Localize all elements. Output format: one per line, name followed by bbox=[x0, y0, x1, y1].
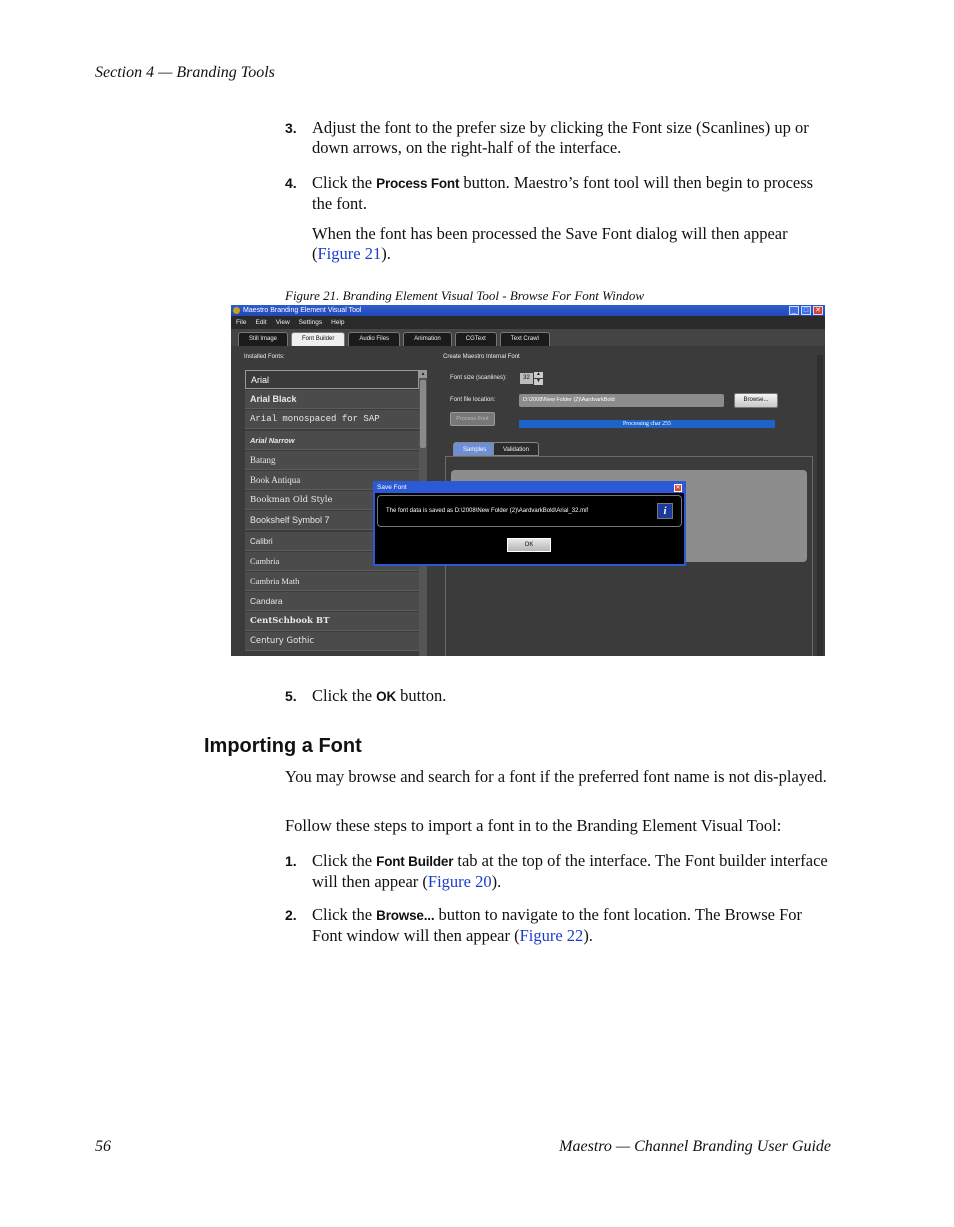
file-location-label: Font file location: bbox=[450, 397, 496, 403]
menu-help[interactable]: Help bbox=[331, 319, 345, 326]
font-size-label: Font size (scanlines): bbox=[450, 375, 507, 381]
dialog-title: Save Font bbox=[375, 483, 684, 493]
spin-down-icon[interactable]: ▼ bbox=[534, 379, 543, 385]
step-4 bbox=[285, 173, 835, 264]
ui-term: Browse... bbox=[376, 908, 435, 923]
section-heading: Importing a Font bbox=[204, 735, 362, 757]
app-screenshot bbox=[231, 305, 825, 656]
info-icon: i bbox=[657, 503, 673, 519]
ok-button[interactable]: OK bbox=[507, 538, 551, 552]
intro-paragraph: You may browse and search for a font if the preferred font name is not dis-played. bbox=[285, 767, 827, 786]
dialog-message: The font data is saved as D:\2008\New Folder (2)\AardvarkBold\Arial_32.mif bbox=[386, 508, 589, 514]
menu-file[interactable]: File bbox=[236, 319, 247, 326]
font-item[interactable]: CentSchbook BT bbox=[245, 612, 419, 631]
step-text: Click the Font Builder tab at the top of the interface. The Font builder interface will then appear (Figure 20). bbox=[312, 851, 828, 891]
step-number: 4. bbox=[285, 175, 297, 191]
tab-text-crawl[interactable]: Text Crawl bbox=[500, 332, 550, 346]
app-title: Maestro Branding Element Visual Tool bbox=[243, 307, 362, 314]
maximize-icon[interactable]: □ bbox=[801, 306, 811, 315]
save-font-dialog bbox=[373, 481, 686, 566]
scroll-up-icon[interactable]: ▲ bbox=[420, 371, 426, 377]
tab-audio-files[interactable]: Audio Files bbox=[348, 332, 400, 346]
step-text: Adjust the font to the prefer size by clicking the Font size (Scanlines) up or down arrows, on the right-half of the interface. bbox=[312, 118, 809, 157]
app-logo-icon bbox=[233, 307, 240, 314]
step-note: When the font has been processed the Save Font dialog will then appear (Figure 21). bbox=[312, 224, 788, 263]
font-item[interactable]: Calibri bbox=[245, 532, 419, 551]
font-item[interactable]: Bookshelf Symbol 7 bbox=[245, 511, 419, 530]
menu-bar bbox=[231, 316, 825, 329]
close-icon[interactable]: ✕ bbox=[675, 485, 681, 491]
tab-samples[interactable]: Samples bbox=[453, 442, 496, 456]
font-item[interactable]: Arial monospaced for SAP bbox=[245, 410, 419, 429]
figure-link[interactable]: Figure 21 bbox=[317, 244, 382, 263]
page-header: Section 4 — Branding Tools bbox=[95, 64, 275, 81]
dialog-message-box bbox=[377, 495, 682, 527]
spin-up-icon[interactable]: ▲ bbox=[534, 372, 543, 378]
font-item[interactable]: Cambria bbox=[245, 552, 419, 571]
figure-link[interactable]: Figure 20 bbox=[427, 872, 492, 891]
step-text: Click the OK button. bbox=[312, 686, 447, 705]
step-text: Click the Process Font button. Maestro’s font tool will then begin to process the font. bbox=[312, 173, 814, 213]
menu-settings[interactable]: Settings bbox=[298, 319, 323, 326]
menu-edit[interactable]: Edit bbox=[255, 319, 267, 326]
browse-button[interactable]: Browse... bbox=[734, 393, 778, 408]
font-item[interactable]: Book Antiqua bbox=[245, 471, 419, 490]
step-text: Click the Browse... button to navigate to the font location. The Browse For Font window will then appear (Figure 22). bbox=[312, 905, 803, 945]
installed-fonts-label: Installed Fonts: bbox=[244, 354, 285, 360]
tab-animation[interactable]: Animation bbox=[403, 332, 452, 346]
step-number: 1. bbox=[285, 853, 297, 869]
scroll-thumb[interactable] bbox=[420, 380, 426, 448]
menu-view[interactable]: View bbox=[275, 319, 290, 326]
step-5 bbox=[285, 686, 835, 707]
figure-caption: Figure 21. Branding Element Visual Tool - Browse For Font Window bbox=[285, 288, 645, 303]
tab-validation[interactable]: Validation bbox=[493, 442, 539, 456]
font-item[interactable]: Century Gothic bbox=[245, 632, 419, 651]
step-number: 2. bbox=[285, 907, 297, 923]
ui-term: Font Builder bbox=[376, 854, 454, 869]
font-item[interactable]: Bookman Old Style bbox=[245, 491, 419, 510]
file-location-input[interactable]: D:\2008\New Folder (2)\AardvarkBold bbox=[519, 394, 724, 407]
font-item[interactable]: Arial Black bbox=[245, 390, 419, 409]
main-tabs bbox=[231, 329, 825, 346]
step-2 bbox=[285, 905, 835, 946]
process-font-button[interactable]: Process Font bbox=[450, 412, 495, 426]
font-item[interactable]: Batang bbox=[245, 451, 419, 470]
window-controls bbox=[789, 306, 823, 315]
create-font-label: Create Maestro Internal Font bbox=[443, 354, 520, 360]
figure-link[interactable]: Figure 22 bbox=[519, 926, 584, 945]
close-icon[interactable]: ✕ bbox=[813, 306, 823, 315]
ui-term: Process Font bbox=[376, 176, 460, 191]
step-number: 5. bbox=[285, 688, 297, 704]
progress-bar: Processing char 255 bbox=[519, 420, 775, 428]
minimize-icon[interactable]: _ bbox=[789, 306, 799, 315]
step-number: 3. bbox=[285, 120, 297, 136]
font-item[interactable]: Cambria Math bbox=[245, 572, 419, 591]
panel-scrollbar[interactable] bbox=[817, 355, 823, 656]
tab-cgtext[interactable]: CGText bbox=[455, 332, 497, 346]
font-size-input[interactable]: 32 bbox=[520, 373, 533, 384]
font-item[interactable]: Arial bbox=[245, 370, 419, 389]
ui-term: OK bbox=[376, 689, 397, 704]
tab-font-builder[interactable]: Font Builder bbox=[291, 332, 345, 346]
step-3 bbox=[285, 118, 835, 158]
steps-intro: Follow these steps to import a font in to the Branding Element Visual Tool: bbox=[285, 816, 782, 835]
font-item[interactable]: Candara bbox=[245, 592, 419, 611]
page-number: 56 bbox=[95, 1138, 111, 1155]
footer-title: Maestro — Channel Branding User Guide bbox=[559, 1138, 831, 1155]
app-titlebar bbox=[231, 305, 825, 316]
step-1 bbox=[285, 851, 835, 892]
font-item[interactable]: Arial Narrow bbox=[245, 431, 419, 450]
tab-still-image[interactable]: Still Image bbox=[238, 332, 288, 346]
